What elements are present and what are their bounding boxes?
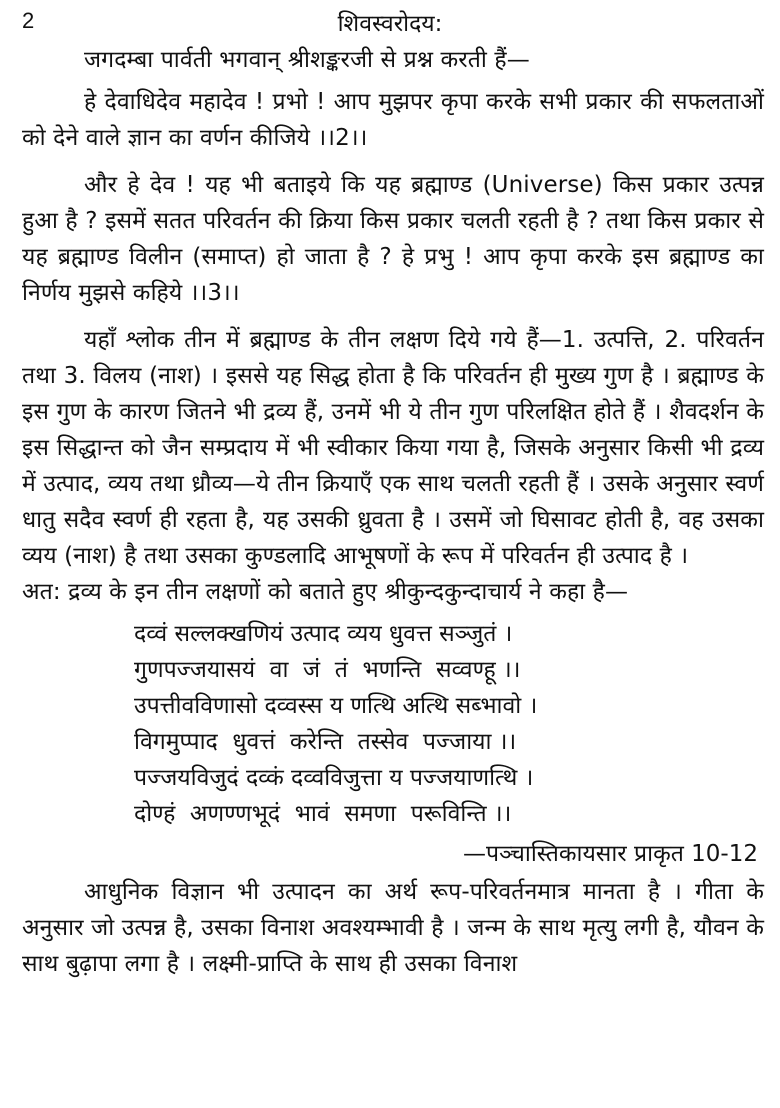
verse-line: पज्जयविजुदं दव्कं दव्वविजुत्ता य पज्जयाणत्थि । (134, 765, 534, 791)
page-header (0, 4, 780, 38)
verse-line: उपत्तीवविणासो दव्वस्स य णत्थि अत्थि सब्भावो । (134, 693, 538, 719)
verse-line: गुणपज्जयासयं वा जं तं भणन्ति सव्वण्हू ।। (134, 657, 521, 683)
paragraph-closing: आधुनिक विज्ञान भी उत्पादन का अर्थ रूप-परिवर्तनमात्र मानता है । गीता के अनुसार जो उत्पन्न है, उसका विनाश अवश्यम्भावी है । जन्म के साथ मृत्यु लगी है, यौवन के साथ बुढ़ापा लगा है । लक्ष्मी-प्राप्ति के साथ ही उसका विनाश (22, 879, 764, 977)
paragraph-commentary: यहाँ श्लोक तीन में ब्रह्माण्ड के तीन लक्षण दिये गये हैं—1. उत्पत्ति, 2. परिवर्तन तथा 3. विलय (नाश) । इससे यह सिद्ध होता है कि परिवर्तन ही मुख्य गुण है । ब्रह्माण्ड के इस गुण के कारण जितने भी द्रव्य हैं, उनमें भी ये तीन गुण परिलक्षित होते हैं । शैवदर्शन के इस सिद्धान्त को जैन सम्प्रदाय में भी स्वीकार किया गया है, जिसके अनुसार किसी भी द्रव्य में उत्पाद, व्यय तथा ध्रौव्य—ये तीन क्रियाएँ एक साथ चलती रहती हैं । उसके अनुसार स्वर्ण धातु सदैव स्वर्ण ही रहता है, यह उसकी ध्रुवता है । उसमें जो घिसावट होती है, वह उसका व्यय (नाश) है तथा उसका कुण्डलादि आभूषणों के रूप में परिवर्तन ही उत्पाद है । (22, 327, 765, 569)
verse-line: दोण्हं अणण्णभूदं भावं समणा परूविन्ति ।। (134, 801, 512, 827)
verse-line: विगमुप्पाद धुवत्तं करेन्ति तस्सेव पज्जाया ।। (134, 729, 517, 755)
paragraph-quote-intro: अत: द्रव्य के इन तीन लक्षणों को बताते हुए श्रीकुन्दकुन्दाचार्य ने कहा है— (22, 579, 629, 605)
paragraph-verse-3: और हे देव ! यह भी बताइये कि यह ब्रह्माण्ड (Universe) किस प्रकार उत्पन्न हुआ है ? इसमें सतत परिवर्तन की क्रिया किस प्रकार चलती रहती है ? तथा किस प्रकार से यह ब्रह्माण्ड विलीन (समाप्त) हो जाता है ? हे प्रभु ! आप कृपा करके इस ब्रह्माण्ड का निर्णय मुझसे कहिये ।।3।। (22, 172, 764, 306)
running-title: शिवस्वरोदय: (337, 11, 443, 37)
paragraph-intro: जगदम्बा पार्वती भगवान् श्रीशङ्करजी से प्रश्न करती हैं— (84, 47, 530, 73)
verse-line: दव्वं सल्लक्खणियं उत्पाद व्यय धुवत्त सञ्जुतं । (134, 621, 513, 647)
page-number: 2 (22, 8, 35, 33)
paragraph-verse-2: हे देवाधिदेव महादेव ! प्रभो ! आप मुझपर कृपा करके सभी प्रकार की सफलताओं को देने वाले ज्ञान का वर्णन कीजिये ।।2।। (22, 89, 764, 151)
prakrit-verse (134, 616, 764, 832)
page-body (22, 42, 764, 993)
verse-source-citation: —पञ्चास्तिकायसार प्राकृत 10-12 (463, 841, 758, 867)
